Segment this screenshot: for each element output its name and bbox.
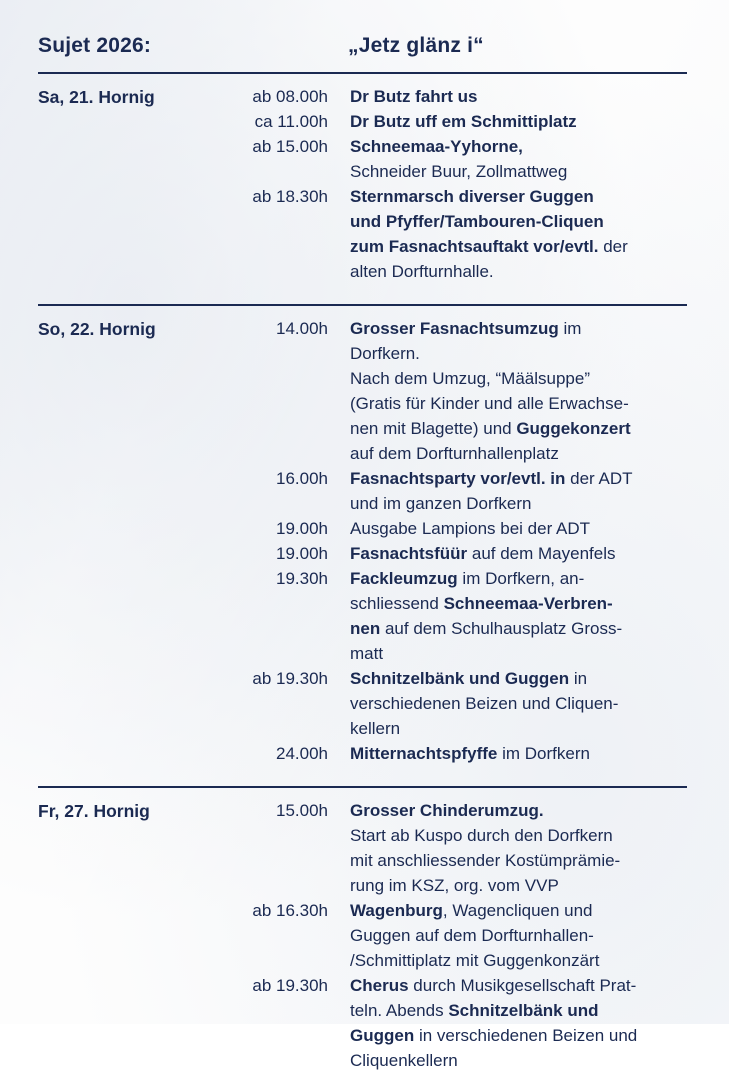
entry-description [350, 691, 694, 716]
entry-text: matt [350, 644, 384, 663]
section-divider [38, 72, 687, 74]
entry-time: 16.00h [276, 469, 328, 488]
entry-text-strong: Schneemaa-Verbren- [443, 594, 613, 613]
entry-description [350, 184, 694, 209]
entry-time: 24.00h [276, 744, 328, 763]
schedule-list [38, 72, 694, 1087]
entry-time: ab 19.30h [252, 669, 328, 688]
entry-description [350, 159, 694, 184]
schedule-row [228, 259, 694, 284]
entry-text: in [569, 669, 588, 688]
entry-description [350, 134, 694, 159]
entry-description [350, 666, 694, 691]
day-entries [228, 798, 694, 1073]
schedule-row [228, 641, 694, 666]
entry-text-strong: Wagenburg [350, 901, 443, 920]
entry-description [350, 234, 694, 259]
schedule-row [228, 923, 694, 948]
entry-description [350, 848, 694, 873]
schedule-row [228, 316, 694, 341]
entry-description [350, 516, 694, 541]
entry-description [350, 873, 694, 898]
entry-description [350, 823, 694, 848]
entry-text-strong: Guggekonzert [516, 419, 631, 438]
entry-description [350, 466, 694, 491]
schedule-row [228, 234, 694, 259]
entry-text: schliessend [350, 594, 444, 613]
schedule-row [228, 898, 694, 923]
entry-description [350, 998, 694, 1023]
entry-text: (Gratis für Kinder und alle Erwachse- [350, 394, 629, 413]
entry-description [350, 541, 694, 566]
entry-description [350, 973, 694, 998]
schedule-row [228, 591, 694, 616]
sujet-title: „Jetz glänz i“ [348, 34, 484, 57]
schedule-row [228, 566, 694, 591]
schedule-row [228, 616, 694, 641]
entry-time: 19.00h [276, 544, 328, 563]
entry-text: im [558, 319, 582, 338]
entry-text-strong: Sternmarsch diverser Guggen [350, 187, 594, 206]
schedule-row [228, 209, 694, 234]
schedule-row [228, 441, 694, 466]
schedule-row [228, 491, 694, 516]
entry-description [350, 391, 694, 416]
schedule-row [228, 84, 694, 109]
schedule-row [228, 541, 694, 566]
entry-time: ca 11.00h [254, 112, 328, 131]
entry-text-strong: Guggen [350, 1026, 415, 1045]
schedule-row [228, 516, 694, 541]
entry-text: , Wagencliquen und [442, 901, 593, 920]
entry-description [350, 591, 694, 616]
entry-description [350, 923, 694, 948]
entry-description [350, 716, 694, 741]
day-block [38, 84, 694, 288]
entry-text: Dorfkern. [350, 344, 420, 363]
entry-text-strong: Dr Butz fahrt us [350, 87, 478, 106]
day-label: Sa, 21. Hornig [38, 87, 155, 107]
block-spacer [38, 288, 694, 298]
block-spacer [38, 1077, 694, 1087]
entry-text: alten Dorfturnhalle. [350, 262, 494, 281]
schedule-row [228, 366, 694, 391]
entry-description [350, 1023, 694, 1048]
schedule-row [228, 184, 694, 209]
day-label: So, 22. Hornig [38, 319, 156, 339]
entry-text: mit anschliessender Kostümprämie- [350, 851, 621, 870]
entry-description [350, 948, 694, 973]
schedule-row [228, 466, 694, 491]
entry-text-strong: Fasnachtsparty vor/evtl. in [350, 469, 566, 488]
schedule-row [228, 391, 694, 416]
entry-text-strong: Grosser Fasnachtsumzug [350, 319, 559, 338]
entry-text-strong: zum Fasnachtsauftakt vor/evtl. [350, 237, 599, 256]
entry-text: Ausgabe Lampions bei der ADT [350, 519, 591, 538]
entry-text: auf dem Mayenfels [467, 544, 616, 563]
schedule-row [228, 416, 694, 441]
entry-description [350, 209, 694, 234]
entry-text: Cliquenkellern [350, 1051, 458, 1070]
entry-text: kellern [350, 719, 401, 738]
entry-text-strong: Schnitzelbänk und Guggen [350, 669, 570, 688]
entry-time: ab 08.00h [252, 87, 328, 106]
schedule-row [228, 798, 694, 823]
entry-description [350, 491, 694, 516]
entry-text-strong: Schnitzelbänk und [448, 1001, 599, 1020]
schedule-row [228, 666, 694, 691]
section-divider [38, 304, 687, 306]
entry-text: durch Musikgesellschaft Prat- [408, 976, 637, 995]
section-divider [38, 786, 687, 788]
schedule-row [228, 823, 694, 848]
entry-text: auf dem Schulhausplatz Gross- [380, 619, 623, 638]
entry-time: 15.00h [276, 801, 328, 820]
entry-text: der [598, 237, 628, 256]
entry-text-strong: Grosser Chinderumzug. [350, 801, 544, 820]
entry-description [350, 341, 694, 366]
schedule-row [228, 1048, 694, 1073]
schedule-row [228, 848, 694, 873]
schedule-row [228, 1023, 694, 1048]
day-label: Fr, 27. Hornig [38, 801, 150, 821]
schedule-row [228, 341, 694, 366]
entry-time: 14.00h [276, 319, 328, 338]
day-block [38, 316, 694, 770]
schedule-row [228, 873, 694, 898]
entry-text: verschiedenen Beizen und Cliquen- [350, 694, 619, 713]
entry-description [350, 366, 694, 391]
entry-text: in verschiedenen Beizen und [414, 1026, 638, 1045]
entry-description [350, 741, 694, 766]
sujet-header [38, 34, 694, 58]
entry-text: Guggen auf dem Dorfturnhallen- [350, 926, 594, 945]
day-block [38, 798, 694, 1077]
schedule-row [228, 741, 694, 766]
entry-time: 19.00h [276, 519, 328, 538]
entry-description [350, 259, 694, 284]
schedule-row [228, 973, 694, 998]
entry-description [350, 898, 694, 923]
entry-text-strong: und Pfyffer/Tambouren-Cliquen [350, 212, 604, 231]
entry-description [350, 316, 694, 341]
schedule-row [228, 109, 694, 134]
schedule-row [228, 998, 694, 1023]
entry-description [350, 566, 694, 591]
entry-text: und im ganzen Dorfkern [350, 494, 532, 513]
entry-description [350, 416, 694, 441]
entry-description [350, 798, 694, 823]
entry-text: im Dorfkern [497, 744, 590, 763]
entry-text: im Dorfkern, an- [457, 569, 585, 588]
entry-text: Start ab Kuspo durch den Dorfkern [350, 826, 613, 845]
entry-time: 19.30h [276, 569, 328, 588]
entry-description [350, 641, 694, 666]
entry-description [350, 441, 694, 466]
schedule-row [228, 948, 694, 973]
schedule-row [228, 716, 694, 741]
entry-time: ab 18.30h [252, 187, 328, 206]
entry-text-strong: Fackleumzug [350, 569, 458, 588]
block-spacer [38, 770, 694, 780]
entry-description [350, 109, 694, 134]
entry-text-strong: Fasnachtsfüür [350, 544, 468, 563]
program-content [38, 34, 694, 1087]
entry-text-strong: Mitternachtspfyffe [350, 744, 498, 763]
entry-text: auf dem Dorfturnhallenplatz [350, 444, 559, 463]
entry-description [350, 84, 694, 109]
entry-text-strong: Dr Butz uff em Schmittiplatz [350, 112, 577, 131]
entry-text: teln. Abends [350, 1001, 449, 1020]
entry-text: nen mit Blagette) und [350, 419, 517, 438]
schedule-row [228, 134, 694, 159]
entry-description [350, 1048, 694, 1073]
entry-text: Nach dem Umzug, “Määlsuppe” [350, 369, 590, 388]
entry-text-strong: Cherus [350, 976, 409, 995]
entry-text-strong: nen [350, 619, 381, 638]
day-entries [228, 84, 694, 284]
entry-text: Schneider Buur, Zollmattweg [350, 162, 568, 181]
schedule-row [228, 159, 694, 184]
sujet-label: Sujet 2026: [38, 34, 152, 57]
day-entries [228, 316, 694, 766]
entry-text: der ADT [565, 469, 633, 488]
entry-text-strong: Schneemaa-Yyhorne, [350, 137, 523, 156]
entry-text: rung im KSZ, org. vom VVP [350, 876, 559, 895]
entry-time: ab 16.30h [252, 901, 328, 920]
entry-time: ab 19.30h [252, 976, 328, 995]
entry-time: ab 15.00h [252, 137, 328, 156]
entry-text: /Schmittiplatz mit Guggenkonzärt [350, 951, 600, 970]
entry-description [350, 616, 694, 641]
schedule-row [228, 691, 694, 716]
